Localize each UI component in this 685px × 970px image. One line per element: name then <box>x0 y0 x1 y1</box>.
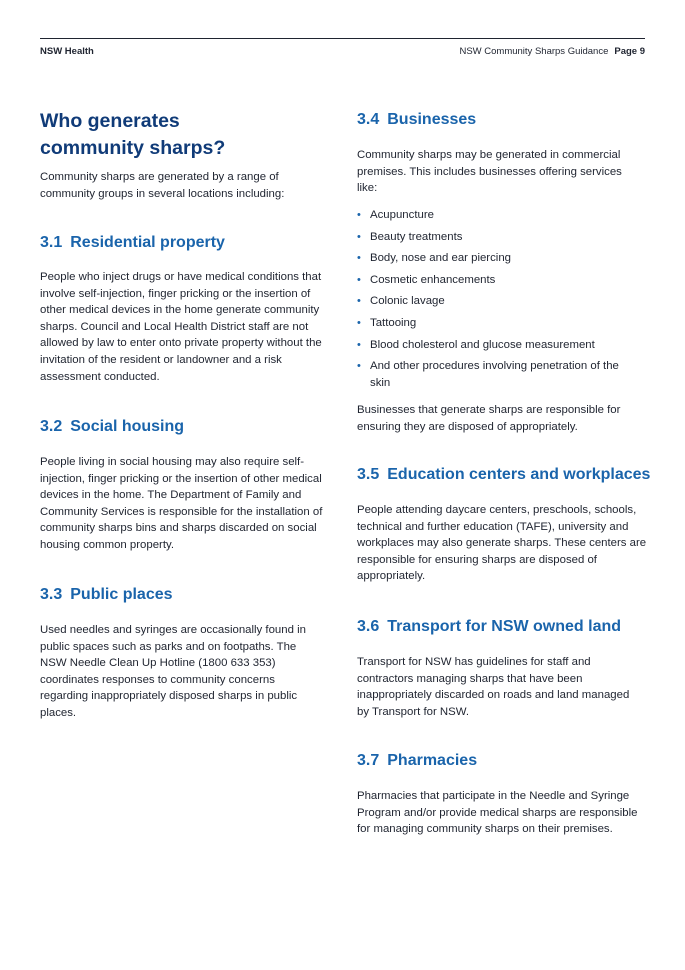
list-item: • Acupuncture <box>357 207 642 224</box>
section-3-6-body: Transport for NSW has guidelines for staff and contractors managing sharps that have been inappropriately discarded on roads and land managed by Transport for NSW. <box>357 656 630 718</box>
section-title: Education centers and workplaces <box>387 466 651 483</box>
services-list <box>357 207 642 396</box>
header-org: NSW Health <box>40 46 94 57</box>
section-title: Pharmacies <box>387 752 478 769</box>
header-doc-title: NSW Community Sharps Guidance <box>459 46 609 57</box>
list-item: • Tattooing <box>357 315 642 332</box>
section-3-4-outro: Businesses that generate sharps are responsible for ensuring they are disposed of appropriately. <box>357 404 621 433</box>
section-3-2-body: People living in social housing may also require self-injection, finger pricking or the insertion of other medical devices in the home. The Department of Family and Community Services is responsible for the installation of community sharps bins and sharps discarded on social housing common property. <box>40 456 323 551</box>
header-page-number: Page 9 <box>614 46 645 57</box>
section-3-1-body: People who inject drugs or have medical conditions that involve self-injection, finger pricking or the insertion of other medical devices in the home generate community sharps. Council and Local Health District staff are not allowed by law to enter onto private property without the invitation of the resident or landowner and a risk assessment conducted. <box>40 271 322 383</box>
list-item: • Cosmetic enhancements <box>357 272 642 289</box>
header-rule <box>40 38 645 39</box>
list-item: • And other procedures involving penetration of the skin <box>357 360 619 389</box>
page-title <box>40 108 340 162</box>
section-number: 3.6 <box>357 618 380 635</box>
section-3-3-body: Used needles and syringes are occasionally found in public spaces such as parks and on footpaths. The NSW Needle Clean Up Hotline (1800 633 353) coordinates responses to community concerns regarding inappropriately disposed sharps in public places. <box>40 624 306 719</box>
bullet-icon: • <box>357 273 361 286</box>
section-title: Transport for NSW owned land <box>387 618 622 635</box>
header-right <box>459 46 645 57</box>
bullet-icon: • <box>357 316 361 329</box>
section-3-1-heading <box>40 233 225 253</box>
bullet-icon: • <box>357 230 361 243</box>
section-number: 3.5 <box>357 466 380 483</box>
section-number: 3.1 <box>40 234 63 251</box>
section-3-7-body: Pharmacies that participate in the Needle and Syringe Program and/or provide medical sharps are responsible for managing community sharps on their premises. <box>357 790 638 836</box>
section-3-7-heading <box>357 751 477 771</box>
page-title-line2: community sharps? <box>40 137 226 159</box>
list-item: • Beauty treatments <box>357 229 642 246</box>
section-number: 3.3 <box>40 586 63 603</box>
section-title: Public places <box>70 586 173 603</box>
section-3-6-heading <box>357 617 621 637</box>
bullet-icon: • <box>357 360 361 373</box>
section-3-2-heading <box>40 417 184 437</box>
section-3-4-heading <box>357 110 476 130</box>
section-3-3-heading <box>40 585 173 605</box>
section-title: Residential property <box>70 234 225 251</box>
bullet-icon: • <box>357 209 361 221</box>
section-title: Social housing <box>70 418 185 435</box>
intro-paragraph: Community sharps are generated by a range of community groups in several locations including: <box>40 171 285 200</box>
bullet-icon: • <box>357 295 361 308</box>
section-number: 3.2 <box>40 418 63 435</box>
section-3-4-intro: Community sharps may be generated in commercial premises. This includes businesses offering services like: <box>357 149 622 195</box>
section-number: 3.4 <box>357 111 380 128</box>
bullet-icon: • <box>357 252 361 265</box>
section-title: Businesses <box>387 111 477 128</box>
page-title-line1: Who generates <box>40 110 180 132</box>
bullet-icon: • <box>357 338 361 351</box>
list-item: • Body, nose and ear piercing <box>357 250 642 267</box>
section-3-5-body: People attending daycare centers, preschools, schools, technical and further education (TAFE), university and workplaces may also generate sharps. These centers are responsible for ensuring sharps are disposed of appropriately. <box>357 504 647 583</box>
section-3-5-heading <box>357 465 650 485</box>
list-item: • Colonic lavage <box>357 293 642 310</box>
section-number: 3.7 <box>357 752 380 769</box>
list-item: • Blood cholesterol and glucose measurement <box>357 337 642 354</box>
